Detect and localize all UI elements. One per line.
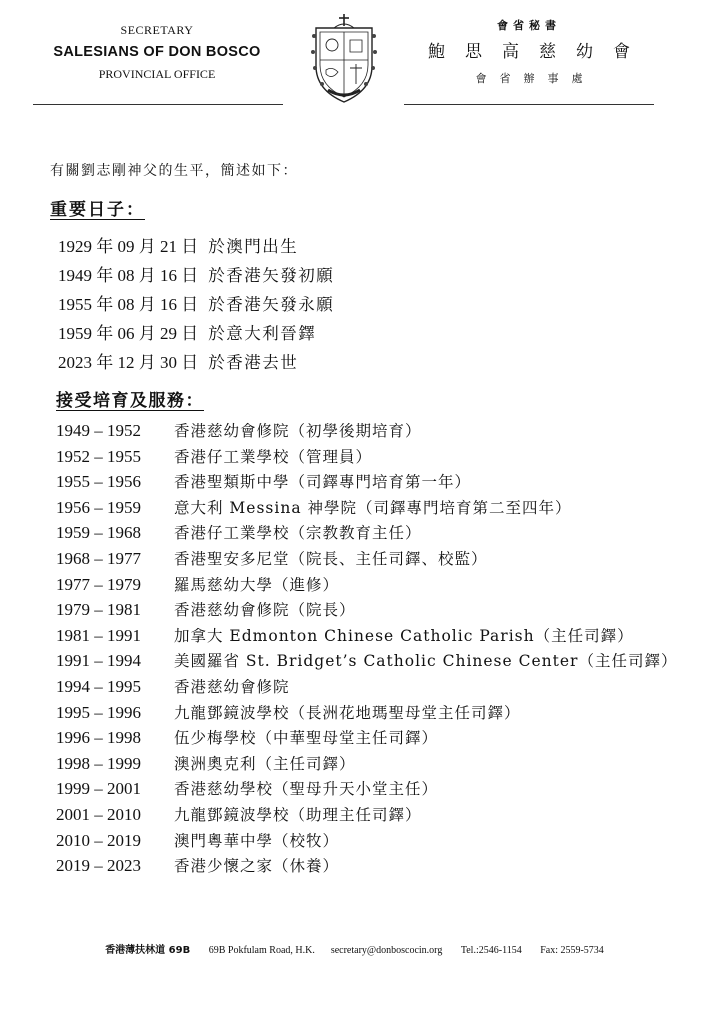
service-place: 香港仔工業學校（管理員） <box>174 447 373 466</box>
date-value: 1955 年 08 月 16 日 <box>58 295 199 314</box>
service-row <box>56 853 677 879</box>
service-row <box>56 751 677 777</box>
service-row <box>56 725 677 751</box>
service-place: 澳洲奧克利（主任司鐸） <box>174 754 356 773</box>
date-row <box>58 290 334 319</box>
letterhead-org-name: SALESIANS OF DON BOSCO <box>53 44 261 60</box>
service-place: 美國羅省 St. Bridget’s Catholic Chinese Center（主任司鐸） <box>174 652 678 671</box>
footer <box>0 941 709 956</box>
date-event: 於香港去世 <box>208 353 299 372</box>
service-place: 香港仔工業學校（宗教教育主任） <box>174 524 422 543</box>
intro-text: 有關劉志剛神父的生平，簡述如下： <box>50 163 298 179</box>
service-period: 1952 – 1955 <box>56 446 141 466</box>
service-period: 1959 – 1968 <box>56 523 141 543</box>
service-period: 1995 – 1996 <box>56 702 141 722</box>
service-row <box>56 623 677 649</box>
service-row <box>56 648 677 674</box>
service-place: 香港慈幼會修院 <box>174 677 290 696</box>
letterhead-office-cn: 會省辦事處 <box>475 72 596 85</box>
service-row <box>56 520 677 546</box>
date-row <box>58 261 334 290</box>
service-row <box>56 469 677 495</box>
service-row <box>56 776 677 802</box>
service-period: 1979 – 1981 <box>56 600 141 620</box>
service-place: 香港少懷之家（休養） <box>174 857 340 876</box>
service-period: 1994 – 1995 <box>56 676 141 696</box>
service-row <box>56 572 677 598</box>
service-place: 香港慈幼會修院（院長） <box>174 601 356 620</box>
date-value: 2023 年 12 月 30 日 <box>58 353 199 372</box>
service-place: 伍少梅學校（中華聖母堂主任司鐸） <box>174 729 439 748</box>
service-heading: 接受培育及服務： <box>56 391 204 411</box>
service-place: 九龍鄧鏡波學校（助理主任司鐸） <box>174 805 422 824</box>
date-row <box>58 232 334 261</box>
footer-email[interactable]: secretary@donboscocin.org <box>330 945 443 956</box>
service-place: 九龍鄧鏡波學校（長洲花地瑪聖母堂主任司鐸） <box>174 703 521 722</box>
salesian-emblem-icon <box>306 14 382 104</box>
letterhead-divider-left <box>33 104 283 105</box>
service-row <box>56 546 677 572</box>
service-list <box>56 418 677 879</box>
date-event: 於澳門出生 <box>208 237 299 256</box>
date-event: 於意大利晉鐸 <box>208 324 317 343</box>
footer-tel: Tel.:2546-1154 <box>460 945 522 956</box>
service-period: 2001 – 2010 <box>56 804 141 824</box>
letterhead-org-name-cn: 鮑思高慈幼會 <box>428 42 650 62</box>
service-place: 羅馬慈幼大學（進修） <box>174 575 340 594</box>
service-place: 意大利 Messina 神學院（司鐸專門培育第二至四年） <box>174 498 572 517</box>
service-row <box>56 444 677 470</box>
dates-list <box>58 232 334 377</box>
service-period: 1998 – 1999 <box>56 753 141 773</box>
service-row <box>56 828 677 854</box>
date-value: 1959 年 06 月 29 日 <box>58 324 199 343</box>
service-period: 1968 – 1977 <box>56 548 141 568</box>
service-period: 2019 – 2023 <box>56 856 141 876</box>
service-row <box>56 802 677 828</box>
service-row <box>56 495 677 521</box>
footer-address-cn: 香港薄扶林道 69B <box>105 945 191 956</box>
service-place: 加拿大 Edmonton Chinese Catholic Parish（主任司鐸） <box>174 626 634 645</box>
letterhead-left <box>28 22 286 82</box>
letterhead-secretary: SECRETARY <box>120 23 194 37</box>
letterhead-office: PROVINCIAL OFFICE <box>98 67 216 81</box>
service-period: 1991 – 1994 <box>56 651 141 671</box>
service-place: 香港慈幼學校（聖母升天小堂主任） <box>174 780 439 799</box>
footer-address-en: 69B Pokfulam Road, H.K. <box>208 945 315 956</box>
letterhead-right <box>404 18 654 87</box>
date-row <box>58 348 334 377</box>
date-event: 於香港矢發初願 <box>208 266 335 285</box>
date-event: 於香港矢發永願 <box>208 295 335 314</box>
date-value: 1949 年 08 月 16 日 <box>58 266 199 285</box>
service-period: 1949 – 1952 <box>56 421 141 440</box>
service-place: 香港聖類斯中學（司鐸專門培育第一年） <box>174 473 472 492</box>
service-period: 2010 – 2019 <box>56 830 141 850</box>
service-row <box>56 674 677 700</box>
service-row <box>56 418 677 444</box>
service-place: 香港慈幼會修院（初學後期培育） <box>174 422 422 440</box>
date-row <box>58 319 334 348</box>
service-place: 澳門粵華中學（校牧） <box>174 831 340 850</box>
letterhead-divider-right <box>404 104 654 105</box>
letterhead-secretary-cn: 會省秘書 <box>497 19 561 32</box>
service-row <box>56 597 677 623</box>
service-period: 1996 – 1998 <box>56 728 141 748</box>
dates-heading: 重要日子： <box>50 200 145 220</box>
service-period: 1977 – 1979 <box>56 574 141 594</box>
service-period: 1956 – 1959 <box>56 497 141 517</box>
date-value: 1929 年 09 月 21 日 <box>58 237 199 256</box>
service-period: 1999 – 2001 <box>56 779 141 799</box>
service-row <box>56 700 677 726</box>
service-period: 1981 – 1991 <box>56 625 141 645</box>
footer-fax: Fax: 2559-5734 <box>540 945 604 956</box>
service-period: 1955 – 1956 <box>56 472 141 492</box>
service-place: 香港聖安多尼堂（院長、主任司鐸、校監） <box>174 549 488 568</box>
